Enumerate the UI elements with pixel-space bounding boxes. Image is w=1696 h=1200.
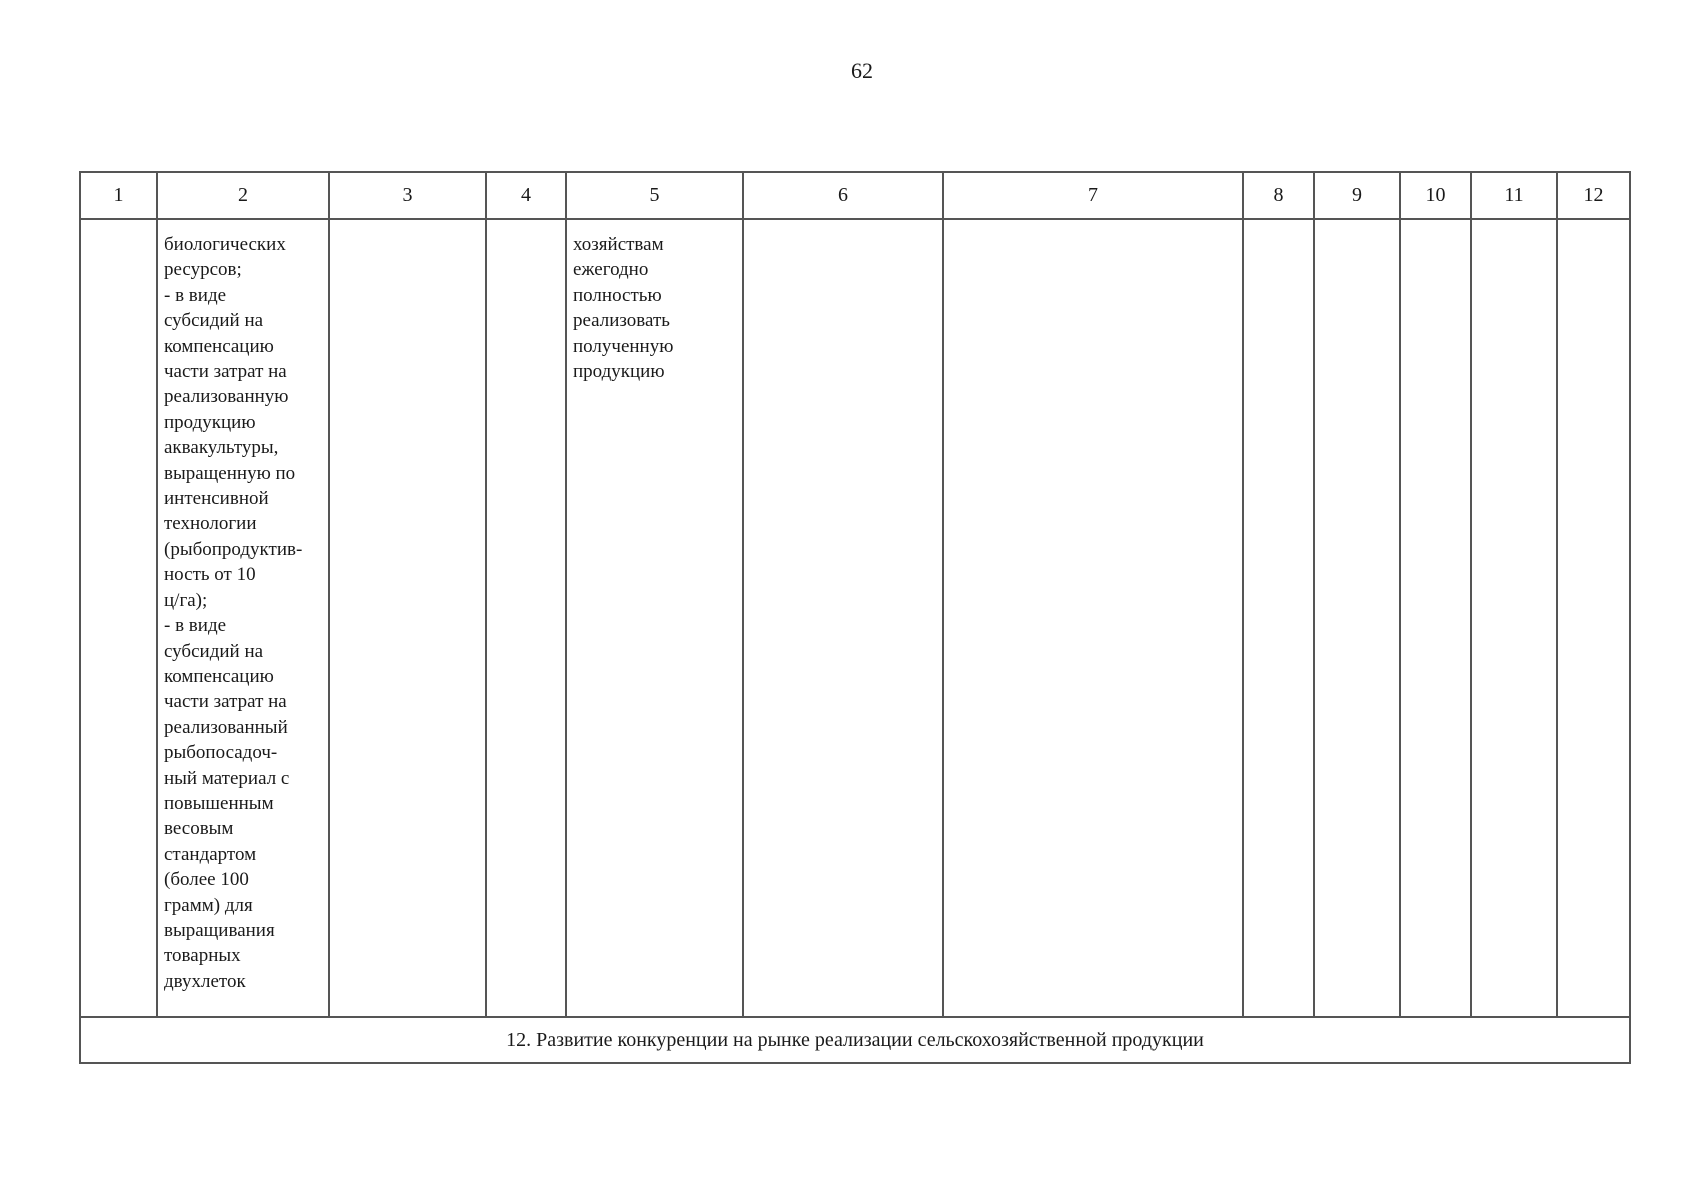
- header-col-1: 1: [80, 172, 157, 219]
- cell-text-line: технологии: [164, 513, 257, 535]
- cell-text-line: ный материал с: [164, 767, 290, 789]
- cell-text-line: повышенным: [164, 792, 274, 814]
- header-col-7: 7: [943, 172, 1243, 219]
- cell-col-5-text: [573, 232, 737, 384]
- table-header: [80, 172, 1630, 219]
- cell-text-line: реализовать: [573, 310, 670, 332]
- cell-col-5: [566, 219, 743, 1017]
- cell-text-line: компенсацию: [164, 335, 274, 357]
- cell-text-line: ежегодно: [573, 259, 649, 281]
- cell-text-line: части затрат на: [164, 361, 287, 383]
- cell-col-8: [1243, 219, 1314, 1017]
- cell-text-line: продукцию: [573, 361, 665, 383]
- header-col-4: 4: [486, 172, 566, 219]
- cell-text-line: (рыбопродуктив-: [164, 538, 303, 560]
- header-row: [80, 172, 1630, 219]
- cell-col-4: [486, 219, 566, 1017]
- header-col-9: 9: [1314, 172, 1400, 219]
- cell-text-line: ресурсов;: [164, 259, 242, 281]
- cell-text-line: полученную: [573, 335, 674, 357]
- cell-text-line: - в виде: [164, 615, 227, 637]
- cell-col-9: [1314, 219, 1400, 1017]
- cell-text-line: интенсивной: [164, 488, 269, 510]
- header-col-8: 8: [1243, 172, 1314, 219]
- cell-text-line: ц/га);: [164, 589, 208, 611]
- cell-col-6: [743, 219, 943, 1017]
- header-col-10: 10: [1400, 172, 1471, 219]
- header-col-12: 12: [1557, 172, 1630, 219]
- cell-text-line: продукцию: [164, 411, 256, 433]
- cell-text-line: компенсацию: [164, 665, 274, 687]
- cell-text-line: (более 100: [164, 869, 249, 891]
- cell-col-1: [80, 219, 157, 1017]
- cell-text-line: товарных: [164, 945, 241, 967]
- header-col-11: 11: [1471, 172, 1557, 219]
- cell-col-3: [329, 219, 486, 1017]
- cell-col-10: [1400, 219, 1471, 1017]
- cell-text-line: реализованную: [164, 386, 289, 408]
- cell-text-line: субсидий на: [164, 310, 264, 332]
- program-table: [79, 171, 1631, 1064]
- cell-text-line: двухлеток: [164, 970, 246, 992]
- cell-text-line: рыбопосадоч-: [164, 742, 278, 764]
- cell-text-line: полностью: [573, 284, 662, 306]
- cell-text-line: - в виде: [164, 284, 227, 306]
- header-col-5: 5: [566, 172, 743, 219]
- section-row: [80, 1017, 1630, 1063]
- header-col-2: 2: [157, 172, 329, 219]
- cell-text-line: реализованный: [164, 716, 288, 738]
- cell-text-line: ность от 10: [164, 564, 256, 586]
- cell-text-line: биологических: [164, 234, 286, 255]
- section-title: 12. Развитие конкуренции на рынке реализации сельскохозяйственной продукции: [80, 1017, 1630, 1063]
- cell-col-2: [157, 219, 329, 1017]
- cell-text-line: весовым: [164, 818, 234, 840]
- cell-col-7: [943, 219, 1243, 1017]
- cell-text-line: грамм) для: [164, 894, 253, 916]
- cell-text-line: аквакультуры,: [164, 437, 279, 459]
- header-col-6: 6: [743, 172, 943, 219]
- cell-col-2-text: [164, 232, 323, 994]
- table-row: [80, 219, 1630, 1017]
- cell-text-line: выращивания: [164, 919, 275, 941]
- cell-text-line: стандартом: [164, 843, 257, 865]
- cell-text-line: части затрат на: [164, 691, 287, 713]
- header-col-3: 3: [329, 172, 486, 219]
- cell-text-line: выращенную по: [164, 462, 296, 484]
- cell-col-12: [1557, 219, 1630, 1017]
- cell-text-line: хозяйствам: [573, 234, 664, 255]
- cell-text-line: субсидий на: [164, 640, 264, 662]
- cell-col-11: [1471, 219, 1557, 1017]
- page-number: 62: [851, 58, 873, 83]
